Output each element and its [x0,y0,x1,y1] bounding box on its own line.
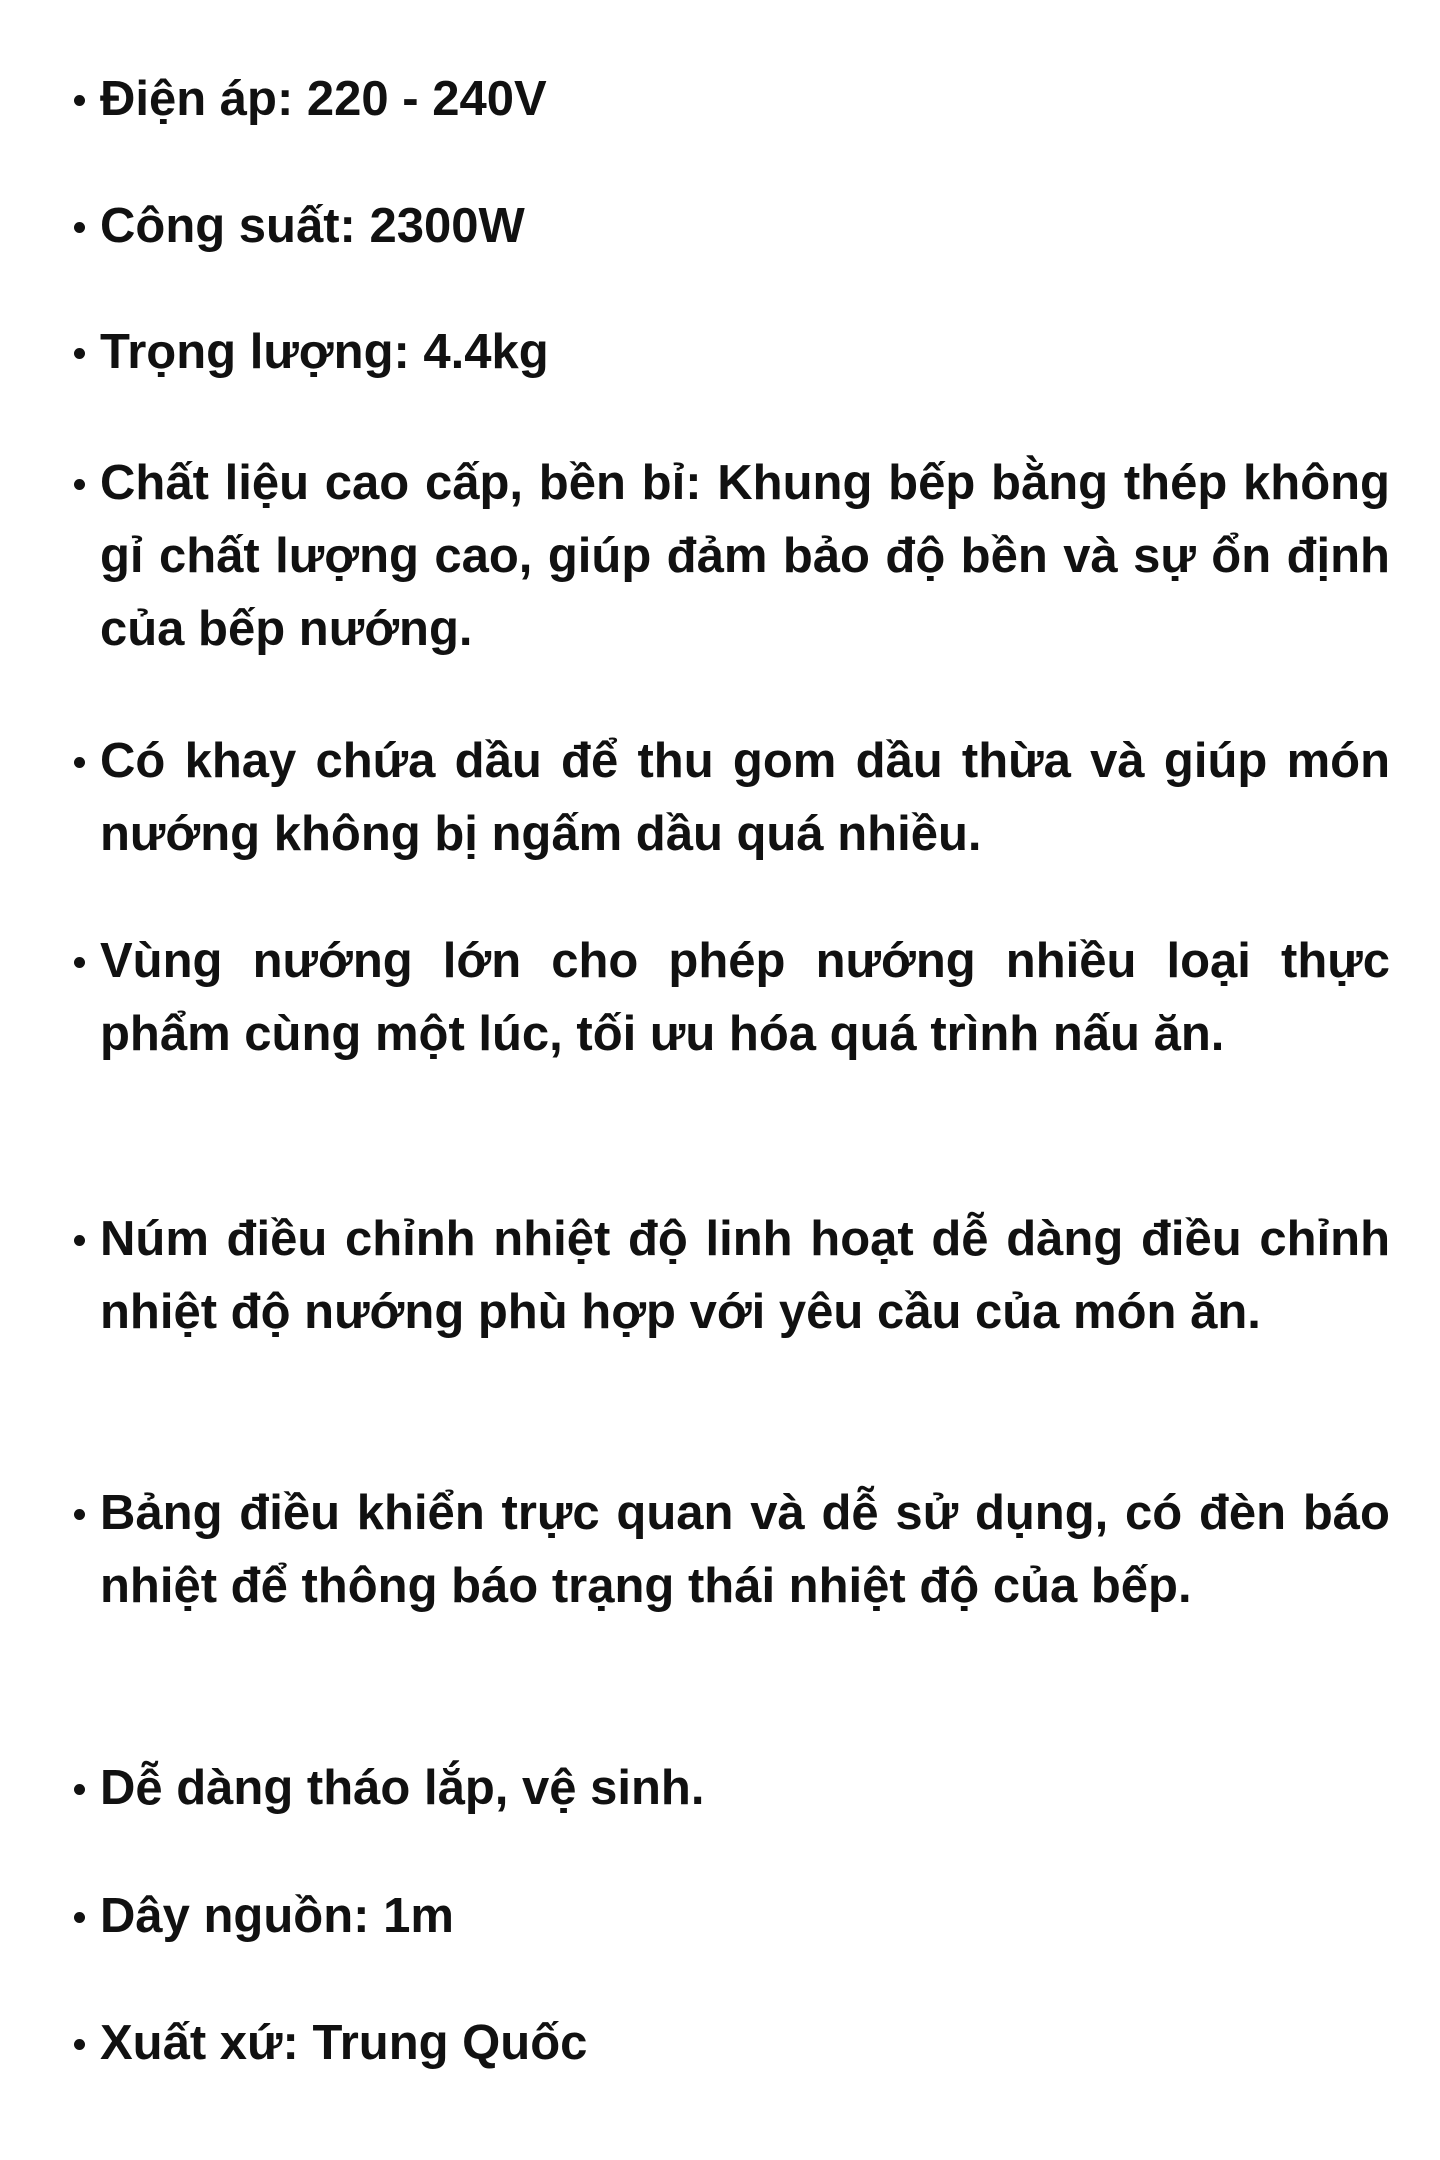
spec-text: Trọng lượng: 4.4kg [100,325,549,379]
spec-item-temperature-knob [100,1203,1390,1349]
spec-text: Dây nguồn: 1m [100,1889,454,1943]
spec-text: Có khay chứa dầu để thu gom dầu thừa và giúp món nướng không bị ngấm dầu quá nhiều. [100,734,1390,861]
spec-text: Xuất xứ: Trung Quốc [100,2016,588,2070]
spec-item-grill-area [100,925,1390,1071]
bullet-icon [74,1784,85,1795]
spec-text: Điện áp: 220 - 240V [100,72,547,126]
bullet-icon [74,1509,85,1520]
spec-item-power [100,190,1390,263]
bullet-icon [74,479,85,490]
bullet-icon [74,957,85,968]
spec-text: Chất liệu cao cấp, bền bỉ: Khung bếp bằng thép không gỉ chất lượng cao, giúp đảm bảo độ bền và sự ổn định của bếp nướng. [100,456,1390,656]
spec-text: Bảng điều khiển trực quan và dễ sử dụng, có đèn báo nhiệt để thông báo trạng thái nhiệt độ của bếp. [100,1486,1390,1613]
bullet-icon [74,1235,85,1246]
spec-text: Công suất: 2300W [100,199,525,253]
spec-item-cleaning [100,1752,1390,1825]
bullet-icon [74,222,85,233]
spec-text: Dễ dàng tháo lắp, vệ sinh. [100,1761,705,1815]
bullet-icon [74,757,85,768]
bullet-icon [74,2039,85,2050]
spec-item-oil-tray [100,725,1390,871]
spec-text: Vùng nướng lớn cho phép nướng nhiều loại thực phẩm cùng một lúc, tối ưu hóa quá trình nấu ăn. [100,934,1390,1061]
spec-item-origin [100,2007,1390,2080]
spec-item-weight [100,316,1390,389]
spec-text: Núm điều chỉnh nhiệt độ linh hoạt dễ dàng điều chỉnh nhiệt độ nướng phù hợp với yêu cầu của món ăn. [100,1212,1390,1339]
spec-item-control-panel [100,1477,1390,1623]
spec-item-voltage [100,63,1390,136]
spec-item-power-cord [100,1880,1390,1953]
bullet-icon [74,348,85,359]
bullet-icon [74,1912,85,1923]
bullet-icon [74,95,85,106]
spec-item-material [100,447,1390,666]
